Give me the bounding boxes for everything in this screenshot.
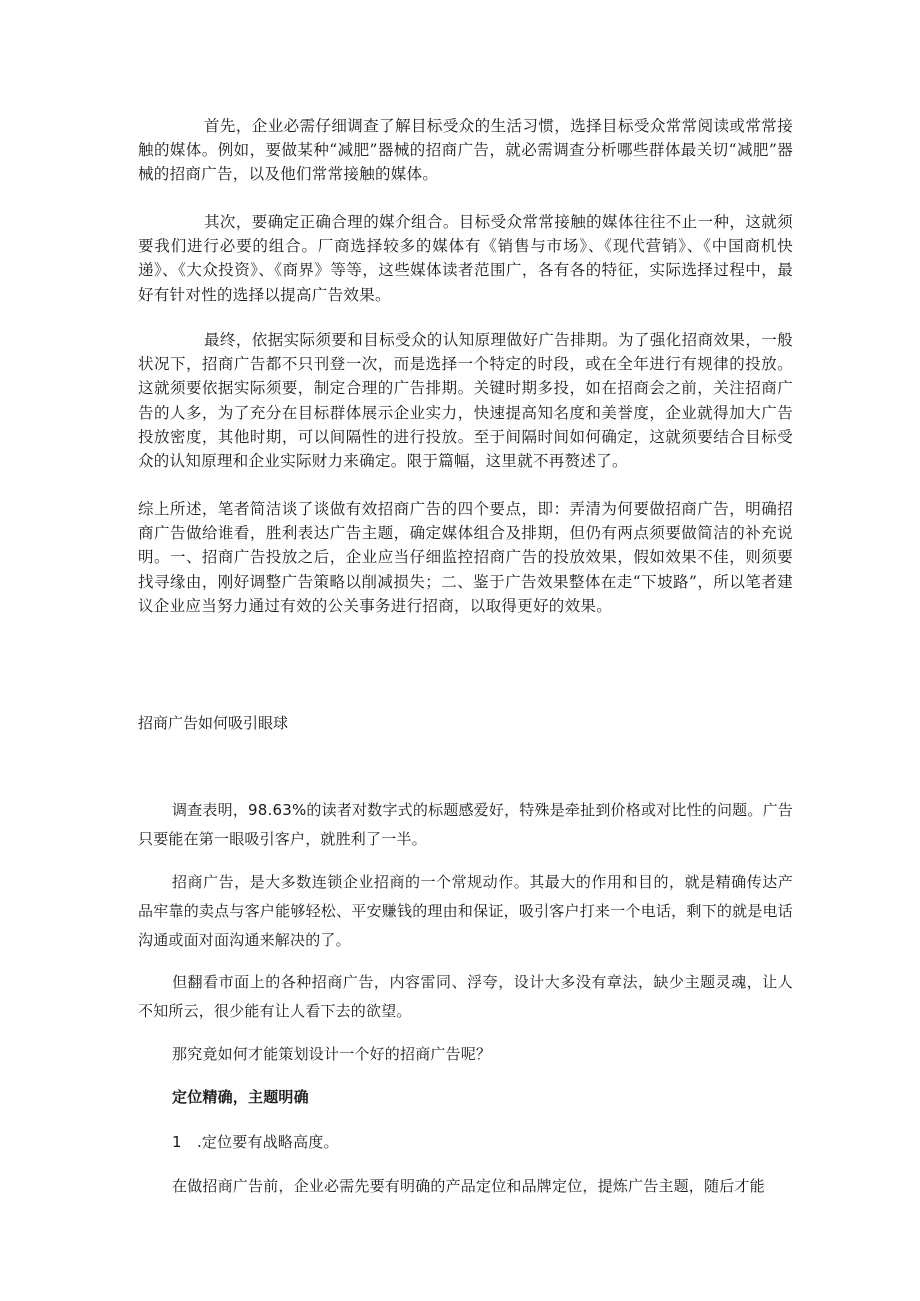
paragraph-market-ads: 但翻看市面上的各种招商广告，内容雷同、浮夸，设计大多没有章法，缺少主题灵魂，让人不知所云，很少能有让人看下去的欲望。 <box>138 973 793 1020</box>
paragraph-recruitment-ad: 招商广告，是大多数连锁企业招商的一个常规动作。其最大的作用和目的，就是精确传达产品牢靠的卖点与客户能够轻松、平安赚钱的理由和保证，吸引客户打来一个电话，剩下的就是电话沟通或面对面沟通来解决的了。 <box>138 873 793 949</box>
paragraph-ad-schedule: 最终，依据实际须要和目标受众的认知原理做好广告排期。为了强化招商效果，一般状况下，招商广告都不只刊登一次，而是选择一个特定的时段，或在全年进行有规律的投放。这就须要依据实际须要，制定合理的广告排期。关键时期多投，如在招商会之前，关注招商广告的人多，为了充分在目标群体展示企业实力，快速提高知名度和美誉度，企业就得加大广告投放密度，其他时期，可以间隔性的进行投放。至于间隔时间如何确定，这就须要结合目标受众的认知原理和企业实际财力来确定。限于篇幅，这里就不再赘述了。 <box>138 331 793 471</box>
section-title: 招商广告如何吸引眼球 <box>138 714 289 732</box>
paragraph-positioning: 在做招商广告前，企业必需先要有明确的产品定位和品牌定位，提炼广告主题，随后才能 <box>172 1177 765 1195</box>
paragraph-question: 那究竟如何才能策划设计一个好的招商广告呢？ <box>172 1045 492 1063</box>
paragraph-media-research: 首先，企业必需仔细调查了解目标受众的生活习惯，选择目标受众常常阅读或常常接触的媒体。例如，要做某种“减肥”器械的招商广告，就必需调查分析哪些群体最关切“减肥”器械的招商广告，以及他们常常接触的媒体。 <box>138 117 793 184</box>
subheading-positioning: 定位精确，主题明确 <box>172 1088 309 1106</box>
paragraph-summary: 综上所述，笔者简洁谈了谈做有效招商广告的四个要点，即：弄清为何要做招商广告，明确招商广告做给谁看，胜利表达广告主题，确定媒体组合及排期，但仍有两点须要做简洁的补充说明。一、招商广告投放之后，企业应当仔细监控招商广告的投放效果，假如效果不佳，则须要找寻缘由，刚好调整广告策略以削减损失；二、鉴于广告效果整体在走“下坡路”，所以笔者建议企业应当努力通过有效的公关事务进行招商，以取得更好的效果。 <box>138 500 793 615</box>
paragraph-survey: 调查表明，98.63%的读者对数字式的标题感爱好，特殊是牵扯到价格或对比性的问题。广告只要能在第一眼吸引客户，就胜利了一半。 <box>138 801 793 848</box>
paragraph-media-mix: 其次，要确定正确合理的媒介组合。目标受众常常接触的媒体往往不止一种，这就须要我们进行必要的组合。厂商选择较多的媒体有《销售与市场》、《现代营销》、《中国商机快递》、《大众投资》、《商界》等等，这些媒体读者范围广，各有各的特征，实际选择过程中，最好有针对性的选择以提高广告效果。 <box>138 213 793 304</box>
list-item-1: 1 .定位要有战略高度。 <box>172 1133 339 1151</box>
